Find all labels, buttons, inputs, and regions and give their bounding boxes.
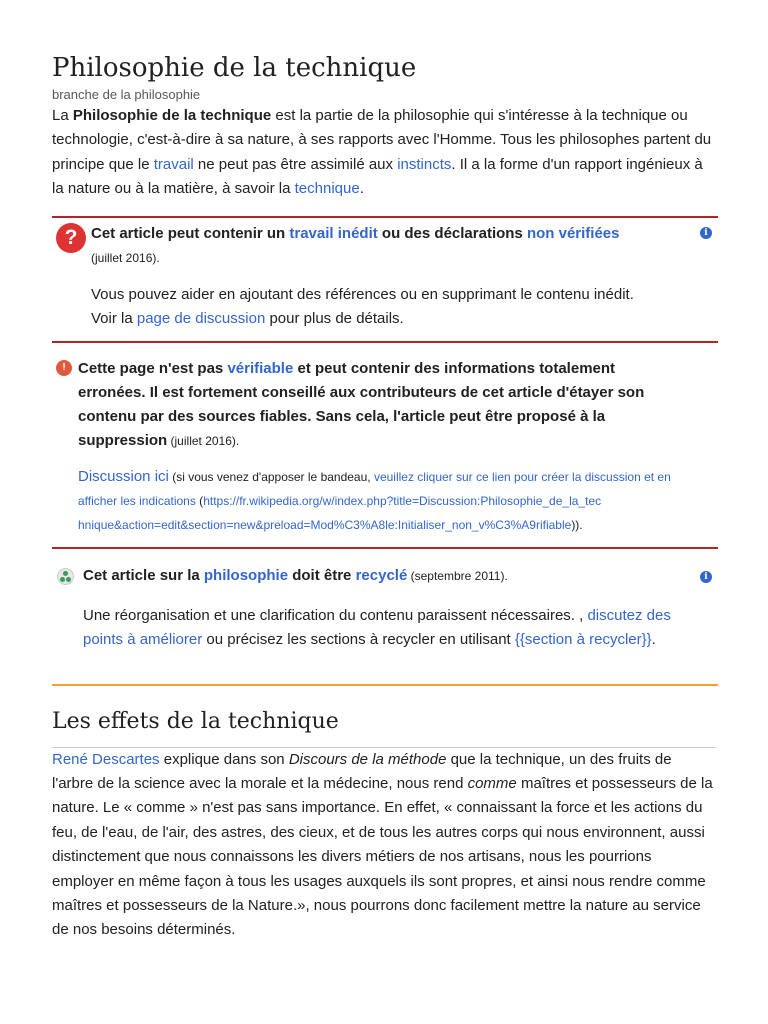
page-subtitle: branche de la philosophie [52, 87, 201, 102]
url-part: https://fr.wikipedia.org/w/index.php?title=Discussion:Philosophie_de_la_tec [203, 493, 602, 508]
banner-help-text: pour plus de détails. [265, 309, 404, 327]
link-section-a-recycler[interactable]: {{section à recycler}} [514, 630, 652, 648]
banner-help-text: ou précisez les sections à recycler en utilisant [202, 630, 515, 648]
page-title: Philosophie de la technique [52, 53, 417, 83]
banner-unverified [52, 216, 718, 341]
link-travail-inedit[interactable]: travail inédit [289, 224, 378, 242]
link-rene-descartes[interactable]: René Descartes [52, 750, 160, 768]
section-text: maîtres et possesseurs de la nature. Le « comme » n'est pas sans importance. En effet, « connaissant la force et les actions du feu, de l'eau, de l'air, des astres, des cieux, et de tous les autres corps qui nous environnent, aussi distinctement que nous connaissons les divers métiers de nos artisans, nous les pourrions employer en même façon à tous les usages auxquels ils sont propres, et ainsi nous rendre comme maîtres et possesseurs de la Nature.», nous pourrons donc facilement mettre la nature au service de nos besoins déterminés. [52, 775, 713, 939]
banner-help-text: Vous pouvez aider en ajoutant des références ou en supprimant le contenu inédit. [91, 285, 634, 303]
banner-text: Cette page n'est pas [78, 359, 228, 377]
link-page-discussion[interactable]: page de discussion [136, 309, 266, 327]
banner-help-text: (si vous venez d'apposer le bandeau, [168, 469, 374, 484]
link-discutez[interactable]: discutez des points à améliorer [83, 606, 671, 648]
intro-text: . Il a la forme d'un rapport ingénieux à la nature ou à la matière, à savoir la [52, 155, 703, 198]
intro-text: est la partie de la philosophie qui s'intéresse à la technique ou technologie, c'est-à-dire à sa nature, à ses rapports avec l'Homme. Tous les philosophes partent du principe que le [52, 107, 712, 173]
banner-date: (juillet 2016). [167, 434, 240, 449]
section-emphasis: comme [467, 775, 517, 793]
banner-not-verifiable [52, 341, 718, 549]
intro-paragraph [52, 104, 716, 202]
section-emphasis: Discours de la méthode [288, 750, 447, 768]
section-text: explique dans son [159, 750, 289, 768]
link-philosophie[interactable]: philosophie [203, 566, 289, 584]
link-non-verifiees[interactable]: non vérifiées [526, 224, 620, 242]
banner-help-text: Une réorganisation et une clarification du contenu paraissent nécessaires. , [83, 606, 588, 624]
info-icon[interactable]: i [700, 227, 712, 239]
question-icon: ? [56, 223, 86, 253]
banner-help-text: )). [571, 518, 583, 533]
link-verifiable[interactable]: vérifiable [227, 359, 294, 377]
link-recycle[interactable]: recyclé [355, 566, 408, 584]
link-travail[interactable]: travail [153, 155, 194, 173]
section-paragraph [52, 748, 716, 943]
link-instincts[interactable]: instincts [397, 155, 452, 173]
banner-recycle-help [83, 604, 693, 652]
banner-text: ou des déclarations [377, 224, 527, 242]
banner-text: Cet article sur la [83, 566, 204, 584]
banner-help-text: ( [195, 493, 204, 508]
banner-text: et peut contenir des informations totalement erronées. Il est fortement conseillé aux contributeurs de cet article d'étayer son contenu par des sources fiables. Sans cela, l'article peut être proposé à la suppression [78, 359, 645, 450]
banner-not-verifiable-title [78, 357, 678, 454]
link-discussion-ici[interactable]: Discussion ici [78, 467, 169, 485]
warning-icon: ! [56, 360, 72, 376]
banner-unverified-title [91, 222, 691, 270]
info-icon[interactable]: i [700, 571, 712, 583]
url-part: hnique&action=edit&section=new&preload=Mod%C3%A8le:Initialiser_non_v%C3%A9rifiable [78, 518, 572, 533]
recycle-icon [57, 568, 74, 585]
link-technique[interactable]: technique [294, 180, 360, 198]
banner-text: Cet article peut contenir un [91, 224, 290, 242]
banner-help-text: Voir la [91, 309, 137, 327]
banner-date: (juillet 2016). [91, 250, 160, 265]
banner-not-verifiable-help [78, 465, 710, 538]
section-heading: Les effets de la technique [52, 686, 716, 748]
intro-text: . [359, 180, 364, 198]
intro-text: ne peut pas être assimilé aux [193, 155, 398, 173]
banner-text: doit être [288, 566, 356, 584]
banner-recycle-title [83, 564, 683, 588]
section-text: que la technique, un des fruits de l'arbre de la science avec la morale et la médecine, nous rend [52, 750, 672, 793]
intro-text: La [52, 107, 73, 124]
banner-recycle [52, 549, 718, 686]
intro-bold-term: Philosophie de la technique [72, 107, 272, 124]
banner-date: (septembre 2011). [407, 568, 508, 583]
banner-help-text: . [651, 630, 656, 648]
banner-unverified-help [91, 283, 691, 331]
link-create-discussion[interactable]: veuillez cliquer sur ce lien pour créer la discussion et en afficher les indications [78, 469, 671, 508]
